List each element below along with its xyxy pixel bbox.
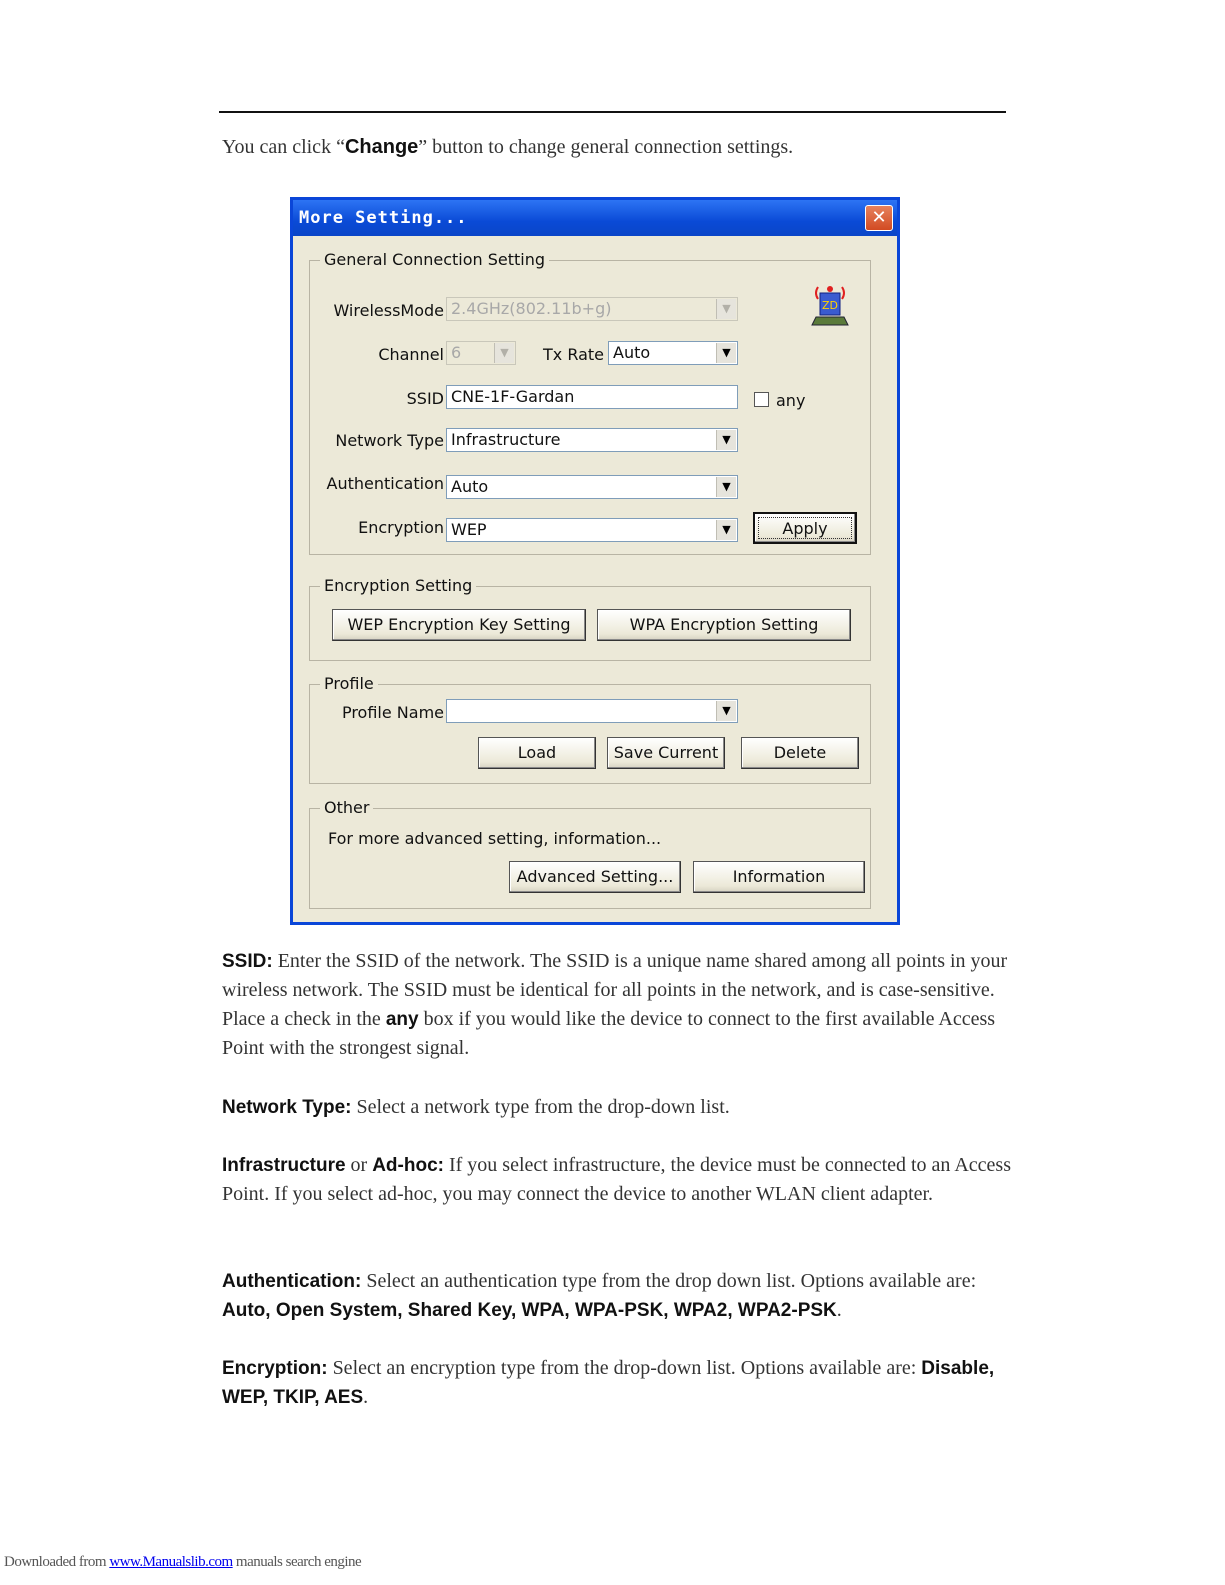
authentication-options: Auto, Open System, Shared Key, WPA, WPA-PSK, WPA2, WPA2-PSK	[222, 1300, 837, 1321]
chevron-down-icon: ▼	[716, 430, 736, 450]
encryption-setting-legend: Encryption Setting	[320, 576, 476, 595]
apply-button[interactable]: Apply	[753, 512, 857, 544]
tx-rate-select[interactable]	[608, 341, 738, 365]
channel-select[interactable]	[446, 341, 516, 365]
close-icon: ✕	[871, 207, 887, 228]
infrastructure-paragraph	[222, 1151, 1012, 1209]
channel-label: Channel	[378, 345, 444, 364]
footer-prefix: Downloaded from	[4, 1554, 110, 1570]
dialog-titlebar[interactable]	[293, 200, 897, 236]
authentication-select[interactable]	[446, 475, 738, 499]
chevron-down-icon: ▼	[494, 343, 514, 363]
general-connection-legend: General Connection Setting	[320, 250, 549, 269]
general-connection-group	[309, 250, 871, 555]
delete-button[interactable]: Delete	[741, 737, 859, 769]
intro-text	[222, 136, 793, 159]
encryption-setting-group	[309, 576, 871, 661]
top-rule	[219, 111, 1006, 113]
close-button[interactable]	[865, 205, 893, 231]
chevron-down-icon: ▼	[716, 299, 736, 319]
download-footer	[4, 1554, 361, 1571]
encryption-term: Encryption:	[222, 1358, 328, 1379]
authentication-label: Authentication	[326, 474, 444, 493]
chevron-down-icon: ▼	[716, 520, 736, 540]
profile-group	[309, 674, 871, 784]
chevron-down-icon: ▼	[716, 477, 736, 497]
wireless-mode-value: 2.4GHz(802.11b+g)	[451, 299, 612, 318]
wep-key-setting-button[interactable]: WEP Encryption Key Setting	[332, 609, 586, 641]
encryption-label: Encryption	[358, 518, 444, 537]
wireless-mode-select[interactable]	[446, 297, 738, 321]
more-setting-dialog	[290, 197, 900, 925]
chevron-down-icon: ▼	[716, 701, 736, 721]
any-checkbox[interactable]	[754, 392, 769, 407]
encryption-text: Select an encryption type from the drop-down list. Options available are:	[327, 1357, 922, 1379]
encryption-paragraph	[222, 1354, 1012, 1412]
encryption-end: .	[363, 1386, 369, 1408]
authentication-paragraph	[222, 1267, 1012, 1325]
profile-name-label: Profile Name	[341, 703, 444, 722]
zd-adapter-icon	[810, 281, 850, 327]
infrastructure-term: Infrastructure	[222, 1155, 346, 1176]
authentication-value: Auto	[451, 477, 489, 496]
encryption-value: WEP	[451, 520, 487, 539]
ssid-input[interactable]: CNE-1F-Gardan	[446, 385, 738, 409]
authentication-term: Authentication:	[222, 1271, 362, 1292]
intro-bold-change: Change	[344, 136, 419, 158]
encryption-select[interactable]	[446, 518, 738, 542]
chevron-down-icon: ▼	[716, 343, 736, 363]
footer-suffix: manuals search engine	[232, 1554, 362, 1570]
svg-text:ZD: ZD	[821, 299, 839, 312]
network-type-label: Network Type	[335, 431, 444, 450]
ssid-paragraph	[222, 947, 1012, 1063]
network-type-paragraph	[222, 1093, 1012, 1122]
save-current-button[interactable]: Save Current	[607, 737, 725, 769]
ssid-any-term: any	[385, 1009, 419, 1030]
ssid-text-b: box if you would like the device to connect to the first available Access Point with the strongest signal.	[222, 1008, 996, 1059]
other-legend: Other	[320, 798, 373, 817]
wireless-mode-label: WirelessMode	[333, 301, 444, 320]
manualslib-link[interactable]: www.Manualslib.com	[109, 1554, 233, 1570]
ssid-label: SSID	[406, 389, 444, 408]
tx-rate-value: Auto	[613, 343, 651, 362]
network-type-term: Network Type:	[222, 1097, 352, 1118]
profile-legend: Profile	[320, 674, 378, 693]
any-label: any	[776, 391, 806, 410]
advanced-setting-button[interactable]: Advanced Setting...	[509, 861, 681, 893]
network-type-select[interactable]	[446, 428, 738, 452]
authentication-text: Select an authentication type from the drop down list. Options available are:	[361, 1270, 977, 1292]
authentication-end: .	[836, 1299, 842, 1321]
wpa-encryption-setting-button[interactable]: WPA Encryption Setting	[597, 609, 851, 641]
load-button[interactable]: Load	[478, 737, 596, 769]
adhoc-term: Ad-hoc:	[372, 1155, 444, 1176]
other-description: For more advanced setting, information...	[328, 829, 662, 848]
intro-prefix: You can click “	[222, 136, 345, 158]
network-type-text: Select a network type from the drop-down list.	[351, 1096, 730, 1118]
profile-name-select[interactable]	[446, 699, 738, 723]
dialog-title: More Setting...	[299, 208, 468, 228]
encryption-options: Disable, WEP, TKIP, AES	[222, 1358, 995, 1408]
intro-suffix: ” button to change general connection settings.	[418, 136, 794, 158]
information-button[interactable]: Information	[693, 861, 865, 893]
infrastructure-text: If you select infrastructure, the device must be connected to an Access Point. If you select ad-hoc, you may connect the device to another WLAN client adapter.	[222, 1154, 1011, 1205]
infrastructure-or: or	[345, 1154, 373, 1176]
ssid-text-a: Enter the SSID of the network. The SSID is a unique name shared among all points in your wireless network. The SSID must be identical for all points in the network, and is case-sensitive. Place a check in the	[222, 950, 1008, 1030]
network-type-value: Infrastructure	[451, 430, 561, 449]
other-group	[309, 798, 871, 909]
tx-rate-label: Tx Rate	[542, 345, 604, 364]
channel-value: 6	[451, 343, 462, 362]
ssid-term: SSID:	[222, 951, 273, 972]
